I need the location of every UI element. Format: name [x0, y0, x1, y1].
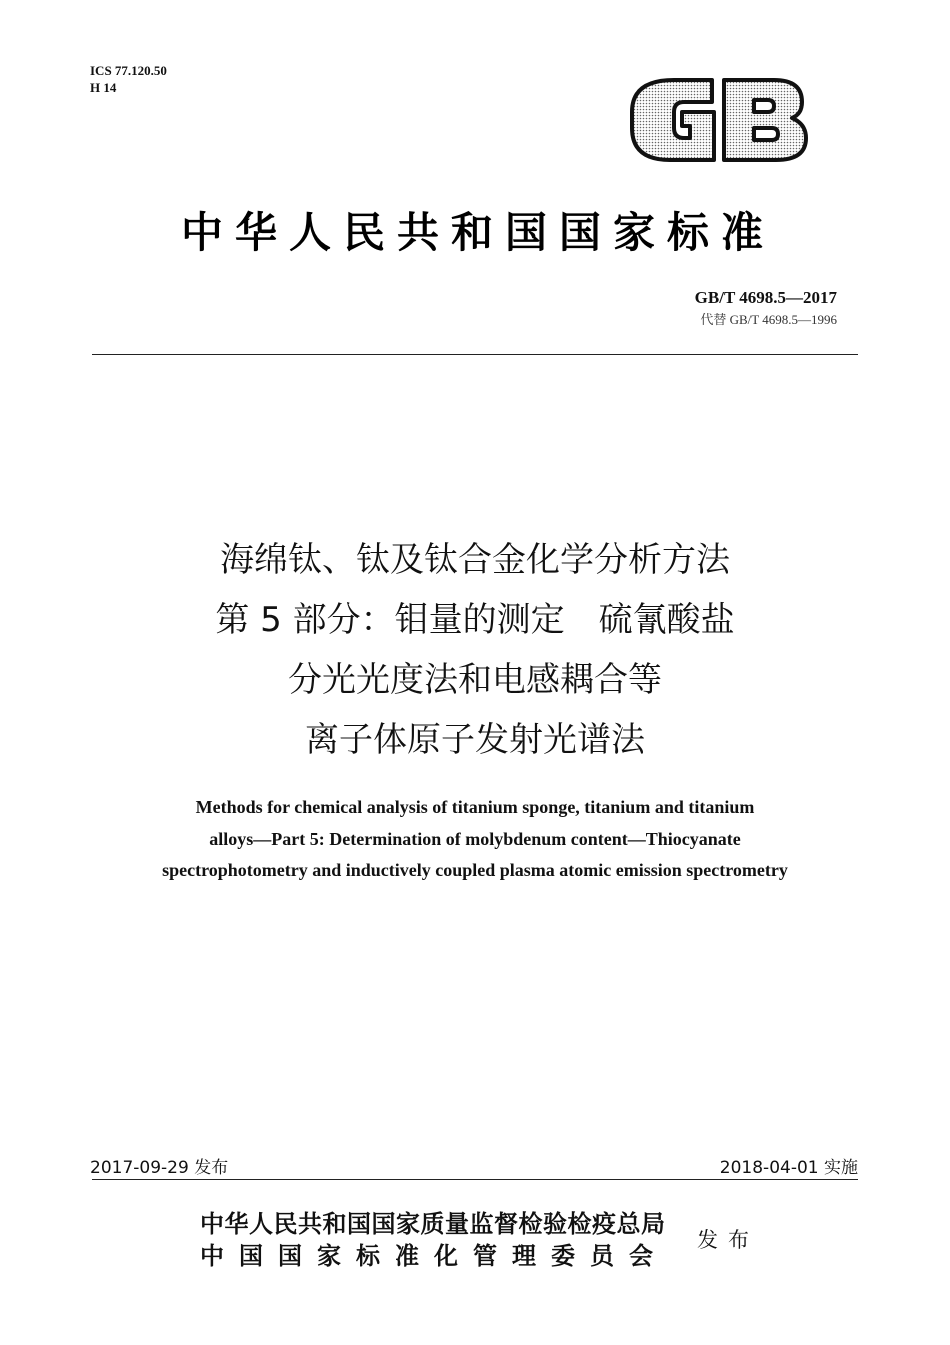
issuer-aqsiq: 中华人民共和国国家质量监督检验检疫总局 [200, 1209, 666, 1238]
issuer-sac: 中国国家标准化管理委员会 [200, 1241, 668, 1270]
standard-number-block [695, 288, 837, 328]
chinese-title-line: 离子体原子发射光谱法 [305, 720, 645, 760]
replaces-standard: 代替 GB/T 4698.5—1996 [700, 312, 837, 327]
english-title-line: Methods for chemical analysis of titanium sponge, titanium and titanium [195, 797, 755, 817]
gb-logo-icon [624, 72, 812, 168]
classification-codes [90, 62, 167, 96]
standard-number: GB/T 4698.5—2017 [694, 288, 837, 307]
top-divider [92, 354, 858, 355]
implementation-date: 2018-04-01 实施 [719, 1158, 858, 1178]
ccs-code: H 14 [90, 80, 117, 95]
chinese-title [60, 530, 890, 770]
english-title-line: spectrophotometry and inductively coupled plasma atomic emission spectrometry [162, 860, 788, 880]
bottom-divider [92, 1179, 858, 1180]
issuing-authorities [200, 1208, 668, 1272]
chinese-title-line: 分光光度法和电感耦合等 [288, 660, 662, 700]
english-title-line: alloys—Part 5: Determination of molybdenum content—Thiocyanate [209, 828, 741, 849]
english-title [60, 792, 890, 887]
national-standard-title: 中华人民共和国国家标准 [180, 208, 775, 257]
chinese-title-line: 海绵钛、钛及钛合金化学分析方法 [220, 540, 730, 580]
issue-date: 2017-09-29 发布 [90, 1158, 229, 1178]
ics-code: ICS 77.120.50 [90, 63, 167, 78]
chinese-title-line: 第 5 部分：钼量的测定 硫氰酸盐 [215, 600, 735, 640]
publish-label: 发布 [697, 1228, 759, 1252]
